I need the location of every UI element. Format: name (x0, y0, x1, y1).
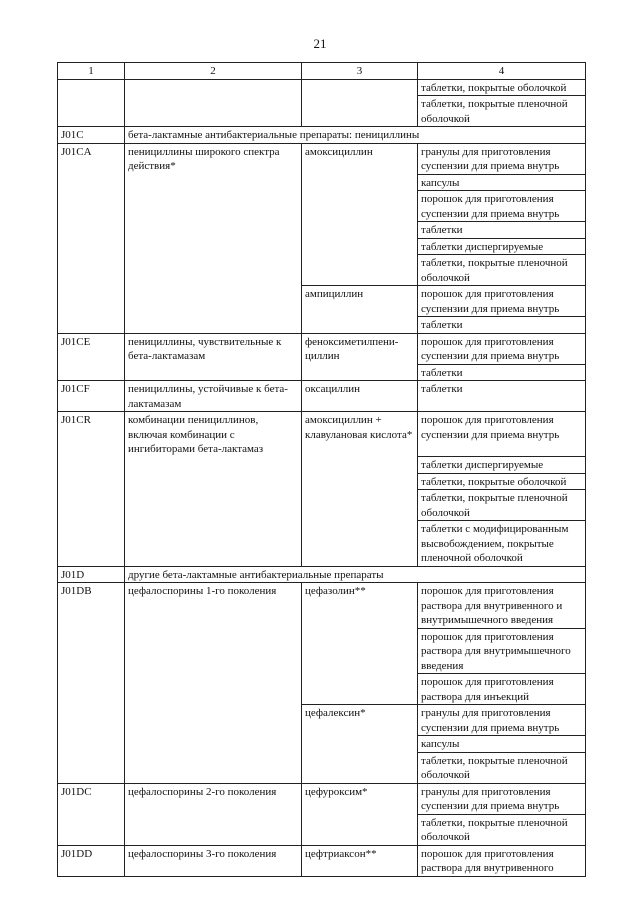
table-body (58, 79, 586, 876)
dosage-form-cell: таблетки (418, 381, 586, 412)
table-row (58, 628, 586, 674)
atc-code-cell (58, 364, 125, 381)
table-row (58, 96, 586, 127)
dosage-form-cell: гранулы для приготовления суспензии для приема внутрь (418, 705, 586, 736)
table-row (58, 381, 586, 412)
atc-code-cell (58, 286, 125, 317)
table-row (58, 333, 586, 364)
dosage-form-cell: порошок для приготовления раствора для внутривенного (418, 845, 586, 876)
group-name-cell (125, 286, 302, 317)
dosage-form-cell: капсулы (418, 736, 586, 753)
drug-name-cell: цефуроксим* (302, 783, 418, 814)
group-name-cell: цефалоспорины 1-го поколения (125, 583, 302, 629)
drug-name-cell: ампициллин (302, 286, 418, 317)
dosage-form-cell: порошок для приготовления суспензии для приема внутрь (418, 286, 586, 317)
dosage-form-cell: таблетки диспергируемые (418, 457, 586, 474)
dosage-form-cell: порошок для приготовления раствора для инъекций (418, 674, 586, 705)
group-name-cell (125, 222, 302, 239)
atc-code-cell: J01CE (58, 333, 125, 364)
table-row (58, 783, 586, 814)
dosage-form-cell: таблетки, покрытые оболочкой (418, 79, 586, 96)
table-row (58, 583, 586, 629)
drug-name-cell (302, 674, 418, 705)
dosage-form-cell: таблетки, покрытые пленочной оболочкой (418, 814, 586, 845)
dosage-form-cell: порошок для приготовления суспензии для приема внутрь (418, 412, 586, 457)
group-title-cell: другие бета-лактамные антибактериальные препараты (125, 566, 586, 583)
dosage-form-cell: таблетки, покрытые пленочной оболочкой (418, 255, 586, 286)
table-row (58, 286, 586, 317)
atc-code-cell: J01CF (58, 381, 125, 412)
drug-name-cell (302, 628, 418, 674)
atc-code-cell (58, 96, 125, 127)
group-name-cell (125, 705, 302, 736)
header-col-1: 1 (58, 63, 125, 80)
drug-name-cell (302, 814, 418, 845)
group-name-cell: пенициллины широкого спектра действия* (125, 143, 302, 174)
drug-name-cell: оксациллин (302, 381, 418, 412)
atc-code-cell: J01D (58, 566, 125, 583)
drug-name-cell (302, 490, 418, 521)
header-col-3: 3 (302, 63, 418, 80)
group-name-cell (125, 317, 302, 334)
drug-name-cell: амоксициллин + клавулановая кислота* (302, 412, 418, 457)
drug-name-cell (302, 238, 418, 255)
table-row (58, 814, 586, 845)
atc-code-cell (58, 490, 125, 521)
atc-code-cell (58, 174, 125, 191)
drug-name-cell (302, 364, 418, 381)
atc-code-cell: J01C (58, 127, 125, 144)
dosage-form-cell: таблетки, покрытые пленочной оболочкой (418, 490, 586, 521)
table-row (58, 736, 586, 753)
group-name-cell (125, 490, 302, 521)
atc-code-cell: J01DC (58, 783, 125, 814)
atc-code-cell: J01DB (58, 583, 125, 629)
group-name-cell (125, 457, 302, 474)
drug-name-cell (302, 736, 418, 753)
drug-name-cell: феноксиметилпени-циллин (302, 333, 418, 364)
drug-name-cell: цефтриаксон** (302, 845, 418, 876)
table-row (58, 457, 586, 474)
group-name-cell (125, 191, 302, 222)
atc-code-cell: J01DD (58, 845, 125, 876)
table-row (58, 521, 586, 567)
group-name-cell (125, 814, 302, 845)
header-col-2: 2 (125, 63, 302, 80)
drug-name-cell (302, 174, 418, 191)
group-name-cell (125, 174, 302, 191)
drug-table (57, 62, 586, 877)
group-name-cell (125, 255, 302, 286)
dosage-form-cell: таблетки диспергируемые (418, 238, 586, 255)
drug-name-cell (302, 222, 418, 239)
atc-code-cell (58, 238, 125, 255)
dosage-form-cell: таблетки, покрытые оболочкой (418, 473, 586, 490)
group-title-cell: бета-лактамные антибактериальные препараты: пенициллины (125, 127, 586, 144)
table-row (58, 79, 586, 96)
dosage-form-cell: порошок для приготовления суспензии для приема внутрь (418, 191, 586, 222)
group-name-cell (125, 238, 302, 255)
group-name-cell (125, 521, 302, 567)
page-number: 21 (313, 36, 327, 51)
atc-code-cell (58, 222, 125, 239)
drug-name-cell (302, 79, 418, 96)
group-name-cell: цефалоспорины 2-го поколения (125, 783, 302, 814)
table-row (58, 566, 586, 583)
table-row (58, 473, 586, 490)
drug-name-cell (302, 255, 418, 286)
dosage-form-cell: гранулы для приготовления суспензии для приема внутрь (418, 143, 586, 174)
atc-code-cell (58, 521, 125, 567)
atc-code-cell (58, 457, 125, 474)
dosage-form-cell: таблетки, покрытые пленочной оболочкой (418, 752, 586, 783)
dosage-form-cell: порошок для приготовления раствора для внутривенного и внутримышечного введения (418, 583, 586, 629)
table-row (58, 752, 586, 783)
table-row (58, 238, 586, 255)
atc-code-cell (58, 674, 125, 705)
table-header-row (58, 63, 586, 80)
table-row (58, 174, 586, 191)
group-name-cell: комбинации пенициллинов, включая комбинации с ингибиторами бета-лактамаз (125, 412, 302, 457)
table-row (58, 705, 586, 736)
dosage-form-cell: таблетки с модифицированным высвобождением, покрытые пленочной оболочкой (418, 521, 586, 567)
table-row (58, 255, 586, 286)
group-name-cell: цефалоспорины 3-го поколения (125, 845, 302, 876)
drug-name-cell: цефалексин* (302, 705, 418, 736)
atc-code-cell: J01CA (58, 143, 125, 174)
group-name-cell (125, 473, 302, 490)
dosage-form-cell: таблетки, покрытые пленочной оболочкой (418, 96, 586, 127)
atc-code-cell (58, 814, 125, 845)
group-name-cell (125, 736, 302, 753)
drug-name-cell (302, 96, 418, 127)
atc-code-cell (58, 473, 125, 490)
drug-name-cell (302, 752, 418, 783)
group-name-cell (125, 96, 302, 127)
drug-name-cell (302, 191, 418, 222)
atc-code-cell (58, 628, 125, 674)
table-row (58, 412, 586, 457)
dosage-form-cell: таблетки (418, 364, 586, 381)
drug-name-cell (302, 457, 418, 474)
group-name-cell (125, 364, 302, 381)
table-row (58, 364, 586, 381)
table-row (58, 317, 586, 334)
atc-code-cell (58, 191, 125, 222)
atc-code-cell (58, 317, 125, 334)
table-row (58, 127, 586, 144)
dosage-form-cell: порошок для приготовления суспензии для приема внутрь (418, 333, 586, 364)
dosage-form-cell: таблетки (418, 222, 586, 239)
atc-code-cell (58, 255, 125, 286)
group-name-cell: пенициллины, чувствительные к бета-лактамазам (125, 333, 302, 364)
table-row (58, 490, 586, 521)
table-row (58, 191, 586, 222)
group-name-cell (125, 628, 302, 674)
table-row (58, 674, 586, 705)
dosage-form-cell: таблетки (418, 317, 586, 334)
group-name-cell (125, 752, 302, 783)
header-col-4: 4 (418, 63, 586, 80)
atc-code-cell: J01CR (58, 412, 125, 457)
table-row (58, 845, 586, 876)
atc-code-cell (58, 736, 125, 753)
dosage-form-cell: капсулы (418, 174, 586, 191)
group-name-cell: пенициллины, устойчивые к бета-лактамазам (125, 381, 302, 412)
group-name-cell (125, 674, 302, 705)
atc-code-cell (58, 705, 125, 736)
dosage-form-cell: гранулы для приготовления суспензии для приема внутрь (418, 783, 586, 814)
drug-name-cell (302, 317, 418, 334)
atc-code-cell (58, 79, 125, 96)
drug-name-cell (302, 521, 418, 567)
drug-name-cell (302, 473, 418, 490)
table-row (58, 222, 586, 239)
atc-code-cell (58, 752, 125, 783)
drug-name-cell: амоксициллин (302, 143, 418, 174)
table-row (58, 143, 586, 174)
group-name-cell (125, 79, 302, 96)
drug-name-cell: цефазолин** (302, 583, 418, 629)
dosage-form-cell: порошок для приготовления раствора для внутримышечного введения (418, 628, 586, 674)
